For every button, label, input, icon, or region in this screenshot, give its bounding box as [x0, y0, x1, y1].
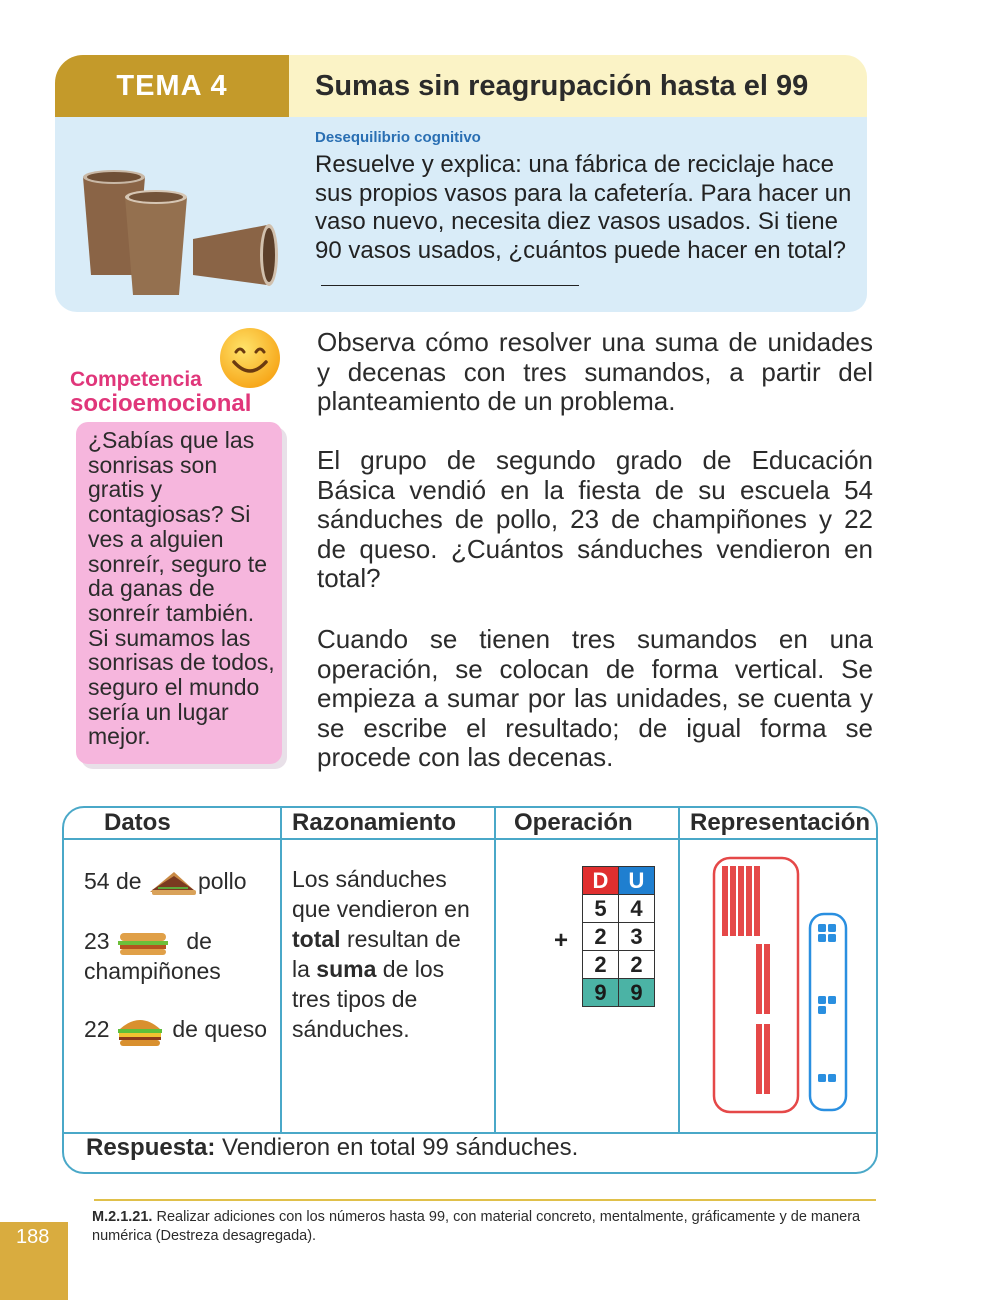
unit-cube [828, 1074, 836, 1082]
column-divider [280, 808, 282, 1132]
header-representacion: Representación [690, 809, 871, 836]
page-title: Sumas sin reagrupación hasta el 99 [315, 70, 809, 102]
unit-cube [818, 924, 826, 932]
socioemotional-box [76, 422, 282, 764]
data-champinones-word2: champiñones [84, 958, 221, 984]
addend-units: 4 [619, 895, 655, 923]
ten-rod [730, 866, 736, 936]
header-divider [64, 838, 876, 840]
data-champinones-word: de [186, 928, 212, 954]
reasoning-part: de los tres tipos de sánduches. [292, 956, 445, 1042]
intro-paragraph: Observa cómo resolver una suma de unidades y decenas con tres sumandos, a partir del planteamiento de un problema. [317, 327, 873, 416]
ten-rod [756, 944, 762, 1014]
addend-tens: 2 [583, 951, 619, 979]
skill-text: Realizar adiciones con los números hasta 99, con material concreto, mentalmente, gráficamente y de manera numérica (Destreza desagregada). [92, 1209, 861, 1244]
ten-rod [722, 866, 728, 936]
units-header: U [619, 867, 655, 895]
unit-cube [828, 924, 836, 932]
addend-units: 3 [619, 923, 655, 951]
ten-rod [754, 866, 760, 936]
solution-table [62, 806, 878, 1174]
addend-tens: 2 [583, 923, 619, 951]
chicken-sandwich-icon [148, 868, 198, 898]
page-number: 188 [16, 1226, 50, 1248]
ten-rod [746, 866, 752, 936]
column-divider [678, 808, 680, 1132]
place-value-table [582, 866, 655, 1007]
result-units: 9 [619, 979, 655, 1007]
topic-number: TEMA 4 [55, 55, 289, 117]
unit-cube [818, 934, 826, 942]
base-ten-representation [700, 852, 860, 1122]
data-pollo [84, 866, 247, 898]
reasoning-part: resultan de la [292, 926, 461, 982]
ten-rod [738, 866, 744, 936]
unit-cube [818, 1006, 826, 1014]
data-queso-word: de queso [172, 1016, 268, 1042]
unit-cube [818, 996, 826, 1004]
unit-cube [828, 934, 836, 942]
cognitive-label: Desequilibrio cognitivo [315, 129, 481, 146]
reasoning-bold: total [292, 926, 341, 952]
data-pollo-number: 54 de [84, 868, 142, 894]
answer-blank[interactable] [321, 265, 579, 286]
header-operacion: Operación [514, 809, 633, 836]
column-divider [494, 808, 496, 1132]
plus-sign: + [554, 927, 569, 954]
socioemotional-text: ¿Sabías que las sonrisas son gratis y contagiosas? Si ves a alguien sonreír, seguro te da ganas de sonreír también. Si sumamos las sonrisas de todos, seguro el mundo sería un lugar mejor. [88, 427, 275, 750]
data-pollo-word: pollo [197, 868, 247, 894]
cognitive-box [55, 117, 867, 312]
data-champinones [84, 926, 212, 957]
ten-rod [764, 1024, 770, 1094]
mushroom-sandwich-icon [116, 929, 170, 957]
reasoning-bold: suma [316, 956, 377, 982]
ten-rod [756, 1024, 762, 1094]
footer-divider [94, 1199, 876, 1201]
paper-cups-illustration [75, 167, 305, 297]
page-number-tab [0, 1222, 68, 1300]
answer-text: Vendieron en total 99 sánduches. [215, 1134, 579, 1161]
competence-subtitle: socioemocional [70, 390, 252, 417]
question-text: Resuelve y explica: una fábrica de reciclaje hace sus propios vasos para la cafetería. Para hacer un vaso nuevo, necesita diez vasos usados. Si tiene 90 vasos usados, ¿cuántos puede hacer en total? [315, 151, 852, 264]
reasoning-text [292, 864, 484, 1044]
cognitive-question [315, 151, 855, 294]
unit-cube [818, 1074, 826, 1082]
cheese-burger-icon [116, 1015, 164, 1047]
header-datos: Datos [104, 809, 171, 836]
result-tens: 9 [583, 979, 619, 1007]
addend-tens: 5 [583, 895, 619, 923]
answer [86, 1134, 578, 1162]
data-queso [84, 1014, 267, 1047]
header-razonamiento: Razonamiento [292, 809, 457, 836]
answer-label: Respuesta: [86, 1134, 216, 1161]
smiley-face-icon [218, 326, 282, 390]
unit-cube [828, 996, 836, 1004]
title-bar [289, 55, 867, 117]
ten-rod [764, 944, 770, 1014]
reasoning-part: Los sánduches que vendieron en [292, 866, 470, 922]
skill-description [92, 1208, 872, 1246]
tens-header: D [583, 867, 619, 895]
units-container [810, 914, 846, 1110]
explanation-paragraph: Cuando se tienen tres sumandos en una operación, se colocan de forma vertical. Se empieza a sumar por las unidades, se cuenta y se escribe el resultado; de igual forma se procede con las decenas. [317, 624, 873, 772]
addend-units: 2 [619, 951, 655, 979]
problem-paragraph: El grupo de segundo grado de Educación Básica vendió en la fiesta de su escuela 54 sánduches de pollo, 23 de champiñones y 22 de queso. ¿Cuántos sánduches vendieron en total? [317, 445, 873, 593]
topic-header [55, 55, 867, 117]
data-queso-number: 22 [84, 1016, 110, 1042]
skill-code: M.2.1.21. [92, 1209, 153, 1225]
competence-title: Competencia [70, 368, 202, 391]
data-champinones-number: 23 [84, 928, 110, 954]
